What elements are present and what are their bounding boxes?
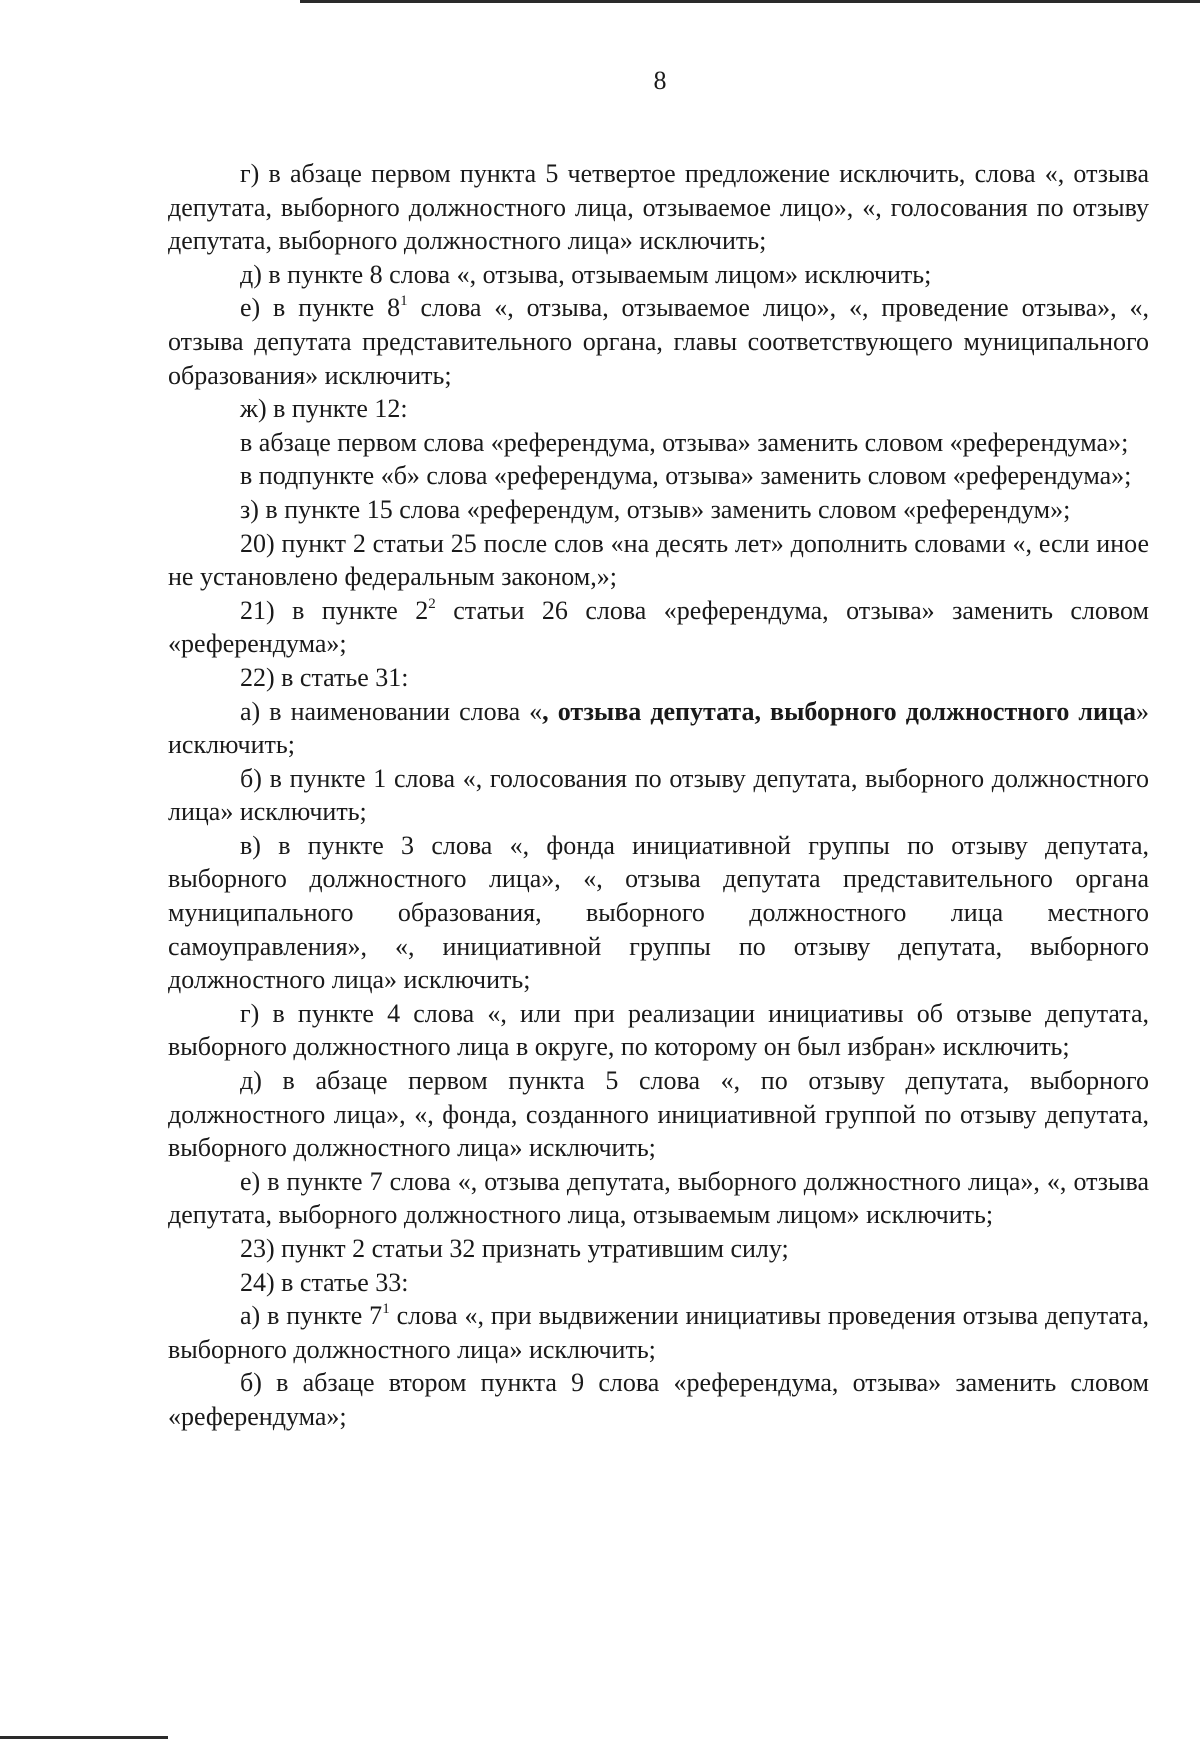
paragraph-text-part: статьи 26 слова «референдума, отзыва» заменить словом «референдума»; (168, 595, 1149, 659)
paragraph-text-part: слова «, отзыва, отзываемое лицо», «, проведение отзыва», «, отзыва депутата представительного органа, главы соответствующего муниципального образования» исключить; (168, 293, 1149, 390)
paragraph-22-v: в) в пункте 3 слова «, фонда инициативной группы по отзыву депутата, выборного должностного лица», «, отзыва депутата представительного органа муниципального образования, выборного должностного лица местного самоуправления», «, инициативной группы по отзыву депутата, выборного должностного лица» исключить; (168, 830, 1149, 995)
paragraph-z-item15: з) в пункте 15 слова «референдум, отзыв» заменить словом «референдум»; (240, 494, 1071, 524)
paragraph-text-part: а) в пункте 7 (240, 1301, 383, 1331)
document-body (168, 157, 1149, 1434)
paragraph-text-part: е) в пункте 8 (240, 293, 401, 323)
page-number: 8 (653, 66, 667, 95)
paragraph-text-part: а) в наименовании слова « (240, 696, 543, 726)
paragraph-text-part: 21) в пункте 2 (240, 595, 429, 625)
paragraph-zh-item12: ж) в пункте 12: (240, 394, 408, 424)
paragraph-24-b: б) в абзаце втором пункта 9 слова «референдума, отзыва» заменить словом «референдума»; (168, 1368, 1149, 1431)
paragraph-22: 22) в статье 31: (240, 662, 409, 692)
paragraph-24: 24) в статье 33: (240, 1267, 409, 1297)
paragraph-24-a (168, 1299, 1149, 1366)
paragraph-20: 20) пункт 2 статьи 25 после слов «на десять лет» дополнить словами «, если иное не установлено федеральным законом,»; (168, 528, 1149, 592)
paragraph-22-e: е) в пункте 7 слова «, отзыва депутата, выборного должностного лица», «, отзыва депутата, выборного должностного лица, отзываемым лицом» исключить; (168, 1166, 1149, 1230)
paragraph-text-part: » исключить; (168, 696, 1149, 760)
paragraph-text-part: слова «, при выдвижении инициативы проведения отзыва депутата, выборного должностного лица» исключить; (168, 1301, 1149, 1364)
paragraph-g-item5: г) в абзаце первом пункта 5 четвертое предложение исключить, слова «, отзыва депутата, выборного должностного лица, отзываемое лицо», «, голосования по отзыву депутата, выборного должностного лица» исключить; (168, 159, 1149, 256)
paragraph-22-d: д) в абзаце первом пункта 5 слова «, по отзыву депутата, выборного должностного лица», «, фонда, созданного инициативной группой по отзыву депутата, выборного должностного лица» исключить; (168, 1066, 1149, 1163)
scan-edge-top (300, 0, 1200, 3)
scan-edge-bottom (0, 1736, 168, 1739)
paragraph-23: 23) пункт 2 статьи 32 признать утратившим силу; (240, 1234, 789, 1263)
paragraph-e-item8-1 (168, 291, 1149, 392)
paragraph-first-abzac: в абзаце первом слова «референдума, отзыва» заменить словом «референдума»; (240, 427, 1129, 457)
superscript: 2 (428, 595, 436, 612)
paragraph-22-b: б) в пункте 1 слова «, голосования по отзыву депутата, выборного должностного лица» исключить; (168, 763, 1149, 827)
paragraph-d-item8: д) в пункте 8 слова «, отзыва, отзываемым лицом» исключить; (240, 259, 932, 289)
bold-text: , отзыва депутата, выборного должностного лица (542, 696, 1136, 726)
paragraph-22-a (168, 695, 1149, 762)
superscript: 1 (382, 1301, 390, 1318)
superscript: 1 (400, 293, 408, 310)
paragraph-subitem-b: в подпункте «б» слова «референдума, отзыва» заменить словом «референдума»; (240, 461, 1132, 491)
paragraph-22-g: г) в пункте 4 слова «, или при реализации инициативы об отзыве депутата, выборного должностного лица в округе, по которому он был избран» исключить; (168, 998, 1149, 1062)
paragraph-21 (168, 594, 1149, 661)
